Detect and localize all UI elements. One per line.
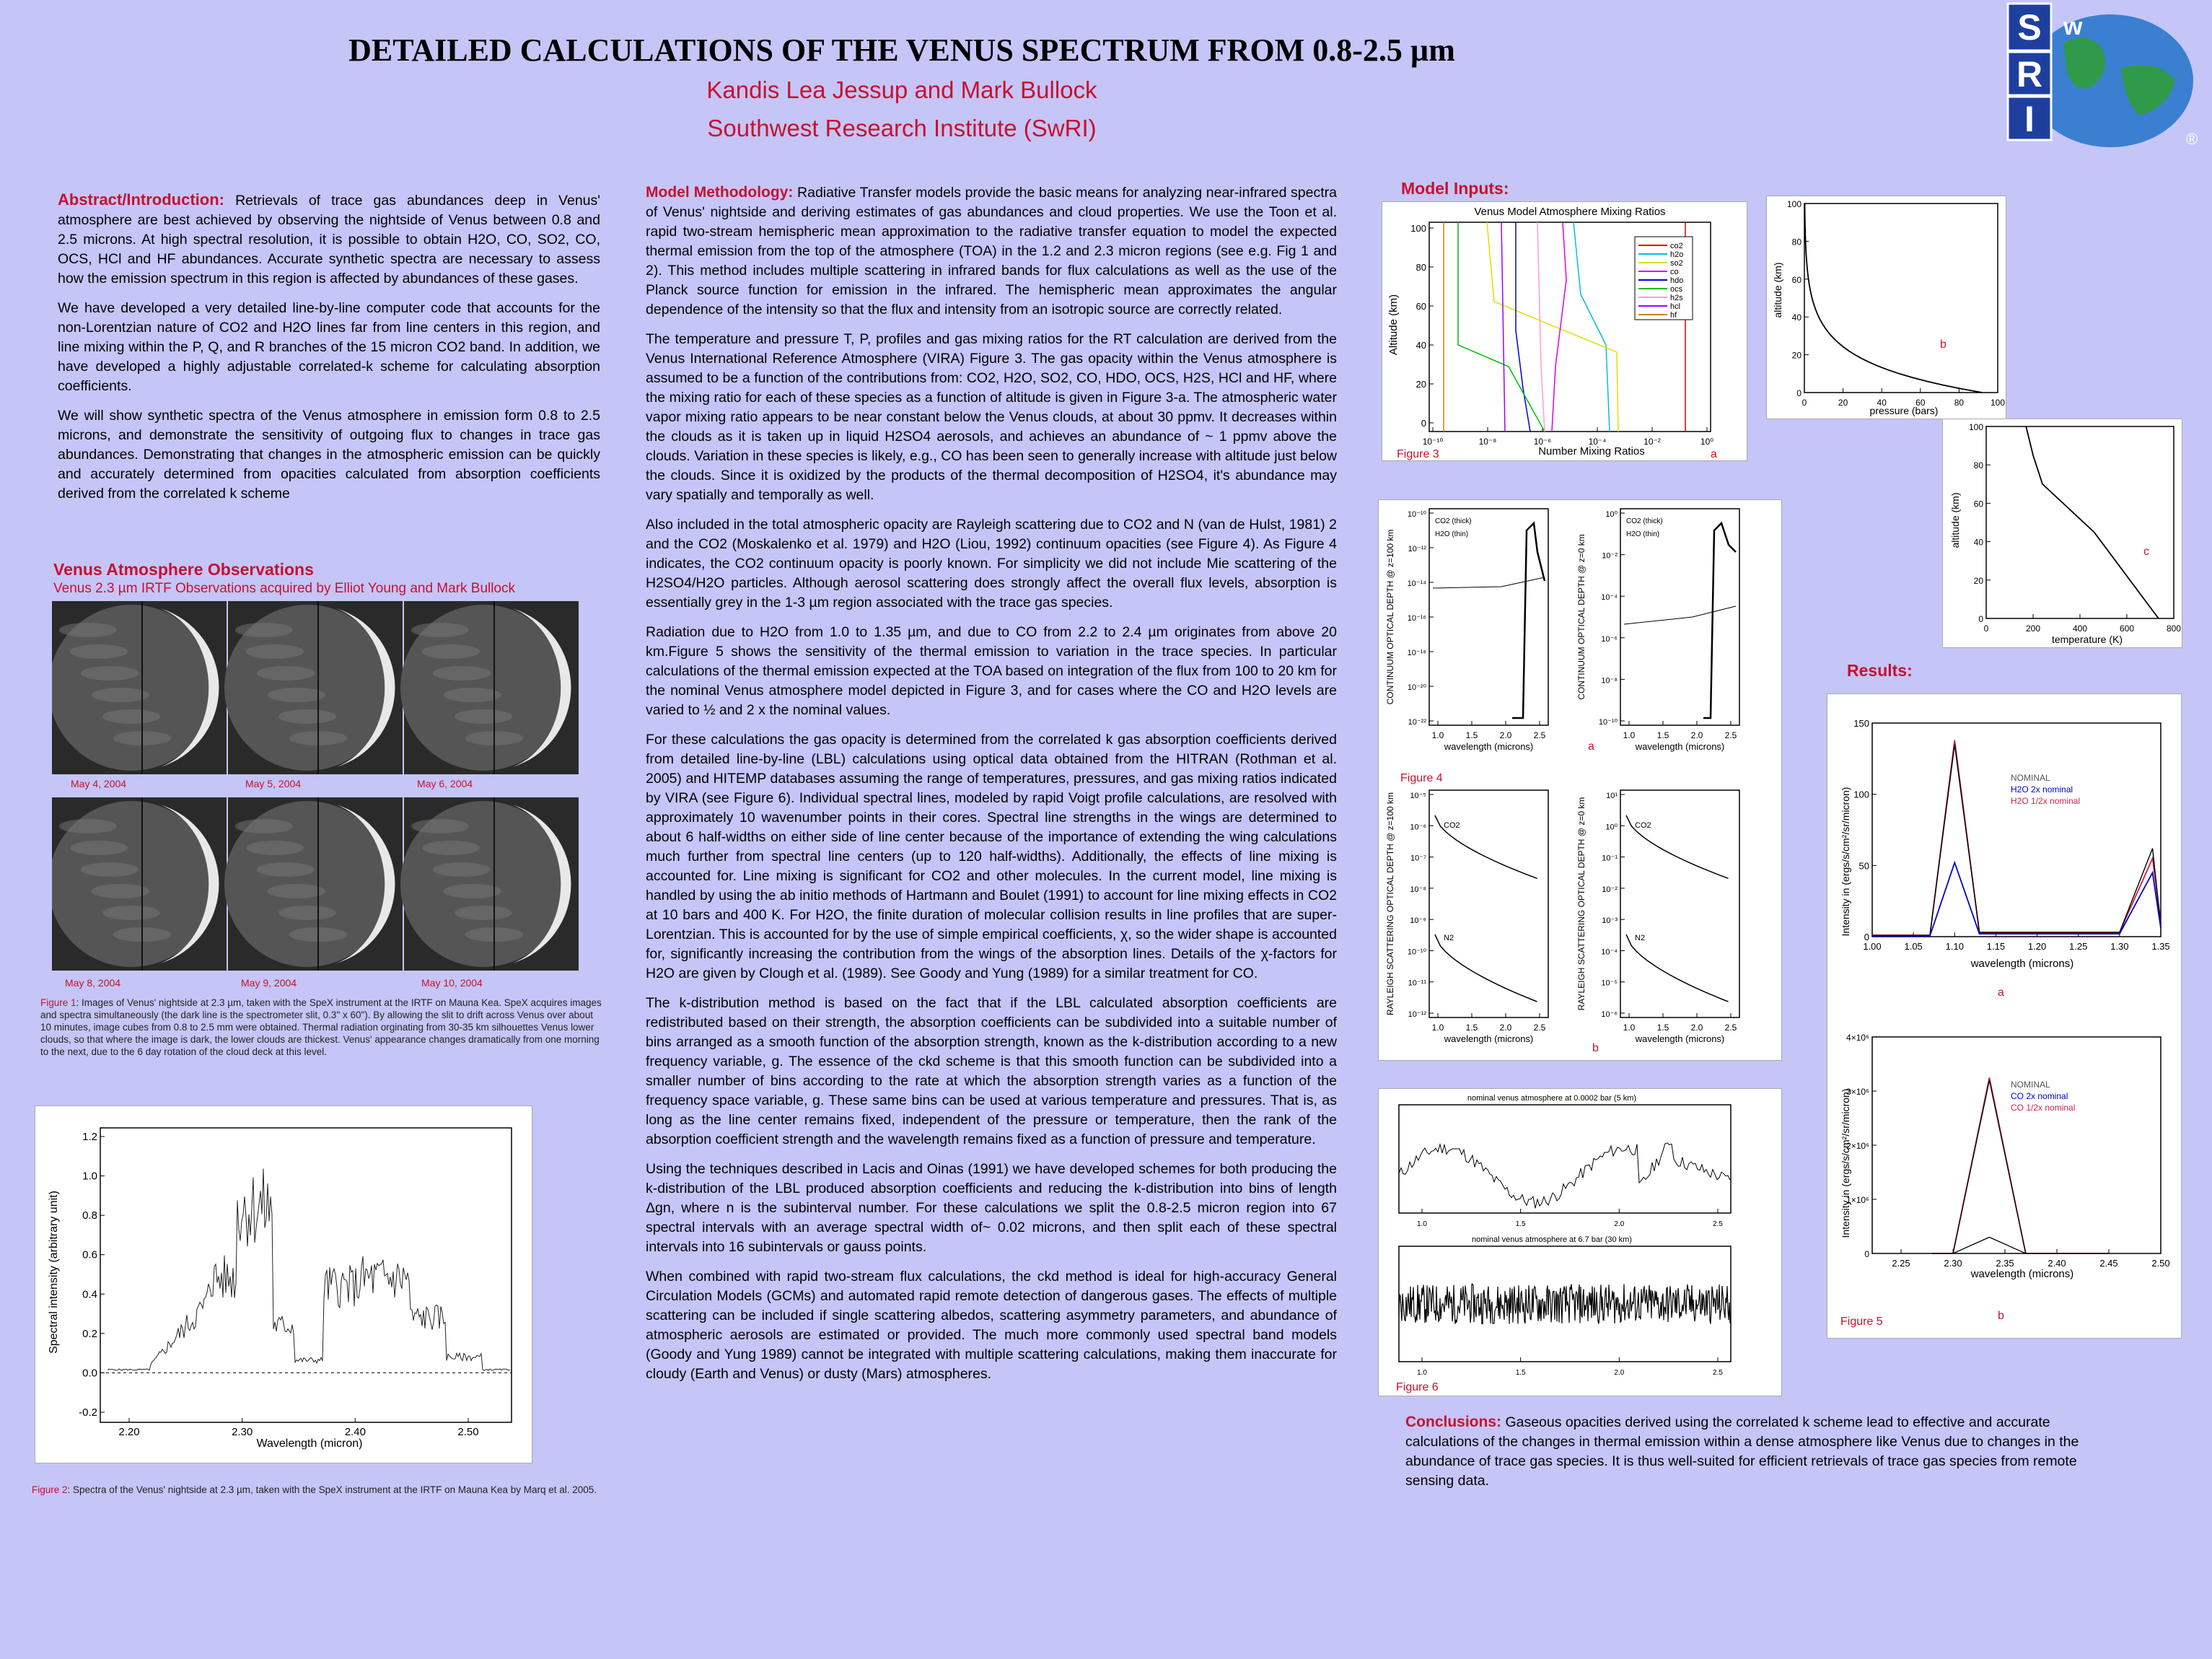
fig2-ytick-label: -0.2 — [79, 1406, 97, 1419]
fig4-letter-b: b — [1592, 1042, 1599, 1054]
fig3a-profile-h2s — [1537, 222, 1545, 432]
fig3c-xtick-label: 400 — [2072, 623, 2088, 634]
legend-entry: ocs — [1670, 285, 1683, 294]
cloud-band — [455, 709, 512, 724]
fig6-xtick-label: 2.0 — [1614, 1369, 1625, 1377]
figure6-plot — [1378, 1088, 1782, 1396]
fig4-xlabel: wavelength (microns) — [1635, 741, 1725, 752]
fig3a-ytick-label: 100 — [1410, 223, 1426, 234]
fig4-ytick-label: 10⁻⁸ — [1601, 676, 1618, 686]
cloud-band — [444, 688, 501, 702]
observations-heading: Venus Atmosphere Observations — [53, 560, 314, 579]
fig3c-xtick-label: 600 — [2119, 623, 2135, 634]
cloud-band — [102, 709, 160, 724]
fig4-ytick-label: 10⁻⁵ — [1601, 979, 1618, 988]
figure3c-plot — [1942, 419, 2182, 648]
fig4-xtick-label: 2.5 — [1533, 1023, 1546, 1033]
fig4-xtick-label: 1.0 — [1623, 730, 1636, 740]
fig4a-co2-curve — [1512, 523, 1545, 718]
fig5a-ylabel: Intensity in (ergs/s/cm²/sr/micron) — [1840, 787, 1851, 937]
legend-entry: h2o — [1670, 250, 1684, 259]
fig5a-half-curve — [1872, 740, 2161, 935]
fig3c-ytick-label: 0 — [1978, 614, 1983, 624]
figure2-label: Figure 2 — [32, 1484, 68, 1495]
cloud-band — [422, 644, 480, 659]
fig3c-ytick-label: 100 — [1968, 422, 1983, 432]
fig5a-ytick-label: 50 — [1858, 860, 1869, 872]
plot-frame — [1804, 203, 1998, 393]
fig5a-legend-entry: H2O 2x nominal — [2011, 784, 2073, 795]
fig4-ytick-label: 10⁻¹² — [1408, 545, 1426, 553]
fig4a-h2o-curve — [1433, 577, 1545, 588]
fig3b-xtick-label: 0 — [1801, 398, 1807, 408]
fig4-ytick-label: 10⁻¹² — [1408, 1010, 1426, 1019]
fig5b-legend-entry: CO 2x nominal — [2011, 1091, 2068, 1101]
date-label: May 4, 2004 — [71, 778, 127, 789]
institute: Southwest Research Institute (SwRI) — [707, 115, 1097, 141]
figure1-caption-text: : Images of Venus' nightside at 2.3 µm, taken with the SpeX instrument at the IRTF on Mauna Kea. SpeX acquires images and spectra simultaneously (the dark line is the spectrometer slit, 0.3" x 60"). By allowing the slit to drift across Venus over about 10 minutes, image cubes from 0.8 to 2.5 mm were obtained. Thermal radiation orginating from 30-35 km silhouettes Venus lower clouds, so that where the image is dark, the lower clouds are thickest. Venus' appearance changes dramatically from one morning to the next, due to the 6 day rotation of the cloud deck at this level. — [40, 997, 602, 1057]
fig5b-xtick-label: 2.30 — [1944, 1258, 1962, 1269]
legend-entry: co2 — [1670, 242, 1683, 250]
fig4-ytick-label: 10⁻⁴ — [1601, 947, 1618, 957]
fig5a-xtick-label: 1.05 — [1904, 941, 1923, 952]
cloud-band — [268, 884, 325, 898]
swri-logo — [1995, 0, 2211, 152]
abstract-heading: Abstract/Introduction: — [58, 191, 224, 209]
fig4-ylabel: RAYLEIGH SCATTERING OPTICAL DEPTH @ z=100 km — [1385, 792, 1395, 1016]
fig5a-legend-entry: H2O 1/2x nominal — [2011, 796, 2081, 806]
fig5a-ytick-label: 150 — [1853, 718, 1869, 729]
cloud-band — [278, 709, 336, 724]
fig3a-xtick-label: 10⁻⁴ — [1588, 437, 1607, 447]
fig4-letter-a: a — [1588, 740, 1594, 753]
figure2-caption — [32, 1484, 602, 1496]
abstract-section — [58, 190, 600, 514]
fig4-ytick-label: 10⁻⁵ — [1410, 792, 1426, 800]
fig6-xtick-label: 2.5 — [1713, 1369, 1723, 1377]
fig5b-xtick-label: 2.50 — [2151, 1258, 2170, 1269]
date-label: May 10, 2004 — [421, 977, 483, 989]
fig3b-ytick-label: 40 — [1791, 312, 1801, 323]
methodology-section — [646, 183, 1337, 1394]
cloud-band — [246, 841, 304, 855]
fig4-legend-h2o: H2O (thin) — [1435, 530, 1469, 538]
fig5b-ytick-label: 3×10⁶ — [1846, 1087, 1869, 1097]
methodology-heading: Model Methodology: — [646, 184, 794, 201]
cloud-band — [70, 841, 128, 855]
fig5a-xlabel: wavelength (microns) — [1970, 958, 2074, 970]
date-label: May 5, 2004 — [245, 778, 302, 789]
cloud-band — [411, 623, 469, 637]
methodology-p7: Using the techniques described in Lacis and Oinas (1991) we have developed schemes for both producing the k-distribution of the LBL produced absorption coefficients and reducing the k-distribution into bins of length Δgn, where n is the subinterval number. For these calculations we split the 0.8-2.5 micron region into 67 spectral intervals with an average spectral width of~ 0.02 microns, and then split each of these spectral intervals into 16 subintervals or gauss points. — [646, 1161, 1337, 1255]
fig4-ytick-label: 10⁰ — [1605, 510, 1618, 519]
fig4-xlabel: wavelength (microns) — [1444, 741, 1534, 752]
fig4-ylabel: CONTINUUM OPTICAL DEPTH @ z=0 km — [1576, 534, 1586, 700]
fig3b-xtick-label: 80 — [1954, 398, 1965, 408]
methodology-p6: The k-distribution method is based on the fact that if the LBL calculated absorption coefficients are redistributed based on their strength, the absorption coefficients can be subdivided into a suitable number of bins arranged as a smooth function of the absorption strength, known as the k-distribution according to a new frequency variable, g. The essence of the ckd scheme is that this smooth function can be subdivided into a smaller number of bins according to the rate at which the absorption strength varies as a function of the frequency space variable, g. These same bins can be used at various temperature and pressures. That is, as long as the line center remains fixed, independent of the pressure or temperature, then the rank of the absorption coefficient strength and the wavelength remains fixed as a function of pressure and temperature. — [646, 995, 1337, 1147]
methodology-p4: Radiation due to H2O from 1.0 to 1.35 µm, and due to CO from 2.2 to 2.4 µm originates from above 20 km.Figure 5 shows the sensitivity of the thermal emission to variation in the trace species. In particular calculations of the thermal emission expected at the TOA based on integration of the flux from 100 to 20 km for the nominal Venus atmosphere model depicted in Figure 3, and for cases where the CO and H2O levels are varied to ½ and 2 x the nominal values. — [646, 624, 1337, 718]
figure1-label: Figure 1 — [40, 997, 76, 1008]
fig6-xtick-label: 1.0 — [1417, 1220, 1427, 1228]
fig3c-letter: c — [2143, 546, 2149, 558]
cloud-band — [444, 884, 501, 898]
fig4-legend-co2: CO2 (thick) — [1435, 517, 1472, 525]
fig3c-curve — [2026, 426, 2159, 618]
cloud-band — [59, 819, 117, 833]
fig4-xtick-label: 2.5 — [1724, 730, 1737, 740]
legend-entry: hf — [1670, 311, 1677, 320]
abstract-p1: Retrievals of trace gas abundances deep in Venus' atmosphere are best achieved by observing the nightside of Venus between 0.8 and 2.5 microns. At high spectral resolution, it is possible to obtain H2O, CO, SO2, CO, OCS, HCl and HF abundances. Accurate synthetic spectra are necessary to assess how the emission spectrum in this region is affected by abundances of these gases. — [58, 193, 600, 286]
inputs-heading: Model Inputs: — [1401, 179, 1509, 198]
results-heading: Results: — [1847, 661, 1913, 680]
fig3a-profile-co — [1552, 222, 1566, 432]
fig4-xtick-label: 2.0 — [1690, 730, 1703, 740]
fig4-ytick-label: 10⁻⁴ — [1601, 593, 1618, 603]
fig3a-xtick-label: 10⁻⁶ — [1533, 437, 1552, 447]
fig4-xtick-label: 1.5 — [1465, 1023, 1478, 1033]
legend-entry: so2 — [1670, 259, 1683, 268]
figure4-plot — [1378, 499, 1782, 1061]
fig4-xtick-label: 2.0 — [1690, 1023, 1703, 1033]
fig4-ytick-label: 10⁻¹⁴ — [1407, 579, 1426, 588]
fig5b-xtick-label: 2.25 — [1892, 1258, 1910, 1269]
fig4-label: Figure 4 — [1400, 772, 1443, 784]
legend-entry: h2s — [1670, 294, 1683, 302]
fig4-ytick-label: 10⁻⁶ — [1410, 823, 1426, 832]
plot-frame — [1429, 509, 1548, 725]
plot-frame — [1986, 426, 2174, 618]
methodology-p2: The temperature and pressure T, P, profiles and gas mixing ratios for the RT calculation are derived from the Venus International Reference Atmosphere (VIRA) Figure 3. The gas opacity within the Venus atmosphere is assumed to be a function of the contributions from: CO2, H2O, SO2, CO, HDO, OCS, H2S, HCl and HF, where the mixing ratio for each of these species as a function of altitude is given in Figure 3-a. The atmospheric water vapor mixing ratio appears to be near constant below the Venus clouds, at about 30 ppmv. It decreases within the clouds as it is taken up in liquid H2SO4 aerosols, and achieves an abundance of ~ 1 ppmv above the clouds. Variation in these species is likely, e.g., CO has been seen to generally increase with altitude just below the clouds. Since it is oxidized by the products of the thermal decomposition of H2SO4, it's abundance may vary spatially and temporally as well. — [646, 331, 1337, 503]
cloud-band — [235, 623, 293, 637]
cloud-band — [433, 862, 491, 877]
venus-images-row2 — [52, 797, 580, 971]
fig5b-xtick-label: 2.45 — [2099, 1258, 2118, 1269]
fig3b-ytick-label: 60 — [1791, 274, 1801, 285]
cloud-band — [257, 862, 315, 877]
fig2-xlabel: Wavelength (micron) — [256, 1437, 363, 1450]
plot-frame — [1872, 723, 2161, 937]
fig4-xtick-label: 1.0 — [1431, 1023, 1444, 1033]
figure2-caption-text: : Spectra of the Venus' nightside at 2.3 µm, taken with the SpeX instrument at the IRTF on Mauna Kea by Marq et al. 2005. — [67, 1484, 597, 1495]
fig4-ylabel: RAYLEIGH SCATTERING OPTICAL DEPTH @ z=0 km — [1576, 797, 1586, 1011]
cloud-band — [92, 688, 149, 702]
fig5a-xtick-label: 1.25 — [2069, 941, 2088, 952]
fig6-spectrum — [1399, 1284, 1730, 1323]
fig4-legend-h2o: H2O (thin) — [1626, 530, 1660, 538]
fig6-xtick-label: 2.0 — [1614, 1220, 1625, 1228]
fig3a-profile-hdo — [1516, 222, 1530, 432]
fig3a-xlabel: Number Mixing Ratios — [1538, 445, 1645, 458]
cloud-band — [246, 644, 304, 659]
fig5b-ytick-label: 2×10⁶ — [1846, 1141, 1869, 1151]
fig6-title-bottom: nominal venus atmosphere at 6.7 bar (30 km) — [1472, 1235, 1632, 1244]
fig4-ytick-label: 10⁻¹⁰ — [1598, 718, 1618, 727]
fig3a-xtick-label: 10⁻¹⁰ — [1422, 437, 1444, 447]
fig4-ytick-label: 10⁻¹⁶ — [1407, 614, 1426, 623]
fig2-xtick-label: 2.30 — [232, 1426, 253, 1438]
fig3b-ytick-label: 0 — [1796, 388, 1801, 398]
fig3a-xtick-label: 10⁻² — [1643, 437, 1661, 447]
fig2-ylabel: Spectral intensity (arbitrary unit) — [48, 1191, 60, 1354]
cloud-band — [102, 906, 160, 920]
fig3c-xtick-label: 0 — [1983, 623, 1989, 634]
fig4-ytick-label: 10⁻²² — [1408, 718, 1426, 727]
fig4-ytick-label: 10⁰ — [1605, 823, 1618, 832]
fig3c-xtick-label: 200 — [2025, 623, 2041, 634]
fig5b-ytick-label: 4×10⁶ — [1846, 1033, 1869, 1043]
fig4-xtick-label: 1.0 — [1431, 730, 1444, 740]
cloud-band — [59, 623, 117, 637]
fig4-xtick-label: 2.0 — [1499, 1023, 1512, 1033]
date-label: May 8, 2004 — [65, 977, 121, 989]
fig3a-profile-hcl — [1501, 222, 1505, 432]
plot-frame — [100, 1128, 512, 1422]
fig3a-ytick-label: 60 — [1416, 301, 1426, 312]
fig5b-xlabel: wavelength (microns) — [1970, 1268, 2074, 1280]
poster-title: DETAILED CALCULATIONS OF THE VENUS SPECTRUM FROM 0.8-2.5 µm — [348, 32, 1455, 68]
fig6-spectrum — [1399, 1143, 1730, 1208]
fig5a-ytick-label: 100 — [1853, 789, 1869, 800]
fig4-ytick-label: 10⁻¹⁰ — [1407, 947, 1426, 957]
fig3a-profile-h2o — [1574, 222, 1610, 432]
fig2-xtick-label: 2.50 — [457, 1426, 479, 1438]
svg-text:I: I — [2024, 99, 2035, 139]
fig3c-ytick-label: 80 — [1973, 460, 1983, 471]
legend-entry: co — [1670, 268, 1679, 276]
fig5b-double-curve — [1932, 1238, 2109, 1254]
fig4-ytick-label: 10⁻⁶ — [1601, 634, 1618, 644]
fig4-ytick-label: 10⁻¹⁰ — [1407, 510, 1426, 519]
fig5a-letter: a — [1998, 986, 2004, 999]
figure5-plot — [1827, 693, 2182, 1339]
cloud-band — [81, 862, 139, 877]
fig6-xtick-label: 1.5 — [1515, 1220, 1526, 1228]
cloud-band — [455, 906, 512, 920]
fig3c-ytick-label: 20 — [1973, 575, 1983, 586]
date-label: May 9, 2004 — [241, 977, 297, 989]
fig5b-ylabel: Intensity in (ergs/s/cm²/sr/micron) — [1840, 1088, 1851, 1238]
fig4b-h2o-curve — [1624, 606, 1736, 624]
fig4-ytick-label: 10⁻¹¹ — [1408, 979, 1426, 988]
plot-frame — [1872, 1037, 2161, 1253]
legend-entry: hdo — [1670, 276, 1684, 285]
fig4-ytick-label: 10⁻⁶ — [1601, 1010, 1618, 1019]
fig5b-xtick-label: 2.35 — [1996, 1258, 2014, 1269]
fig4-xtick-label: 2.5 — [1724, 1023, 1737, 1033]
fig5a-legend-entry: NOMINAL — [2011, 773, 2050, 783]
fig4-rayleigh-n2-curve — [1626, 934, 1729, 1002]
figure1-caption — [40, 997, 603, 1058]
fig4-n2-label: N2 — [1444, 934, 1454, 942]
fig3c-ylabel: altitude (km) — [1949, 492, 1961, 548]
methodology-p1: Radiative Transfer models provide the basic means for analyzing near-infrared spectra of Venus' nightside and deriving estimates of gas abundances and cloud properties. We use the Toon et al. rapid two-stream hemispheric mean approximation to the radiative transfer equation to model the expected thermal emission from the top of the atmosphere (TOA) in the 1.2 and 2.3 micron regions (see e.g. Fig 1 and 2). This method includes multiple scattering in infrared bands for flux calculations as well as the use of the Planck source function for emission in the infrared. The hemispheric mean approximates the angular dependence of the intensity so that the flux and intensity from an isotropic source are correctly related. — [646, 185, 1338, 318]
cloud-band — [411, 819, 469, 833]
fig4-co2-label: CO2 — [1635, 821, 1651, 830]
fig4-ylabel: CONTINUUM OPTICAL DEPTH @ z=100 km — [1385, 529, 1395, 705]
plot-frame — [1399, 1105, 1731, 1213]
fig2-ytick-label: 1.2 — [82, 1131, 97, 1143]
methodology-p3: Also included in the total atmospheric opacity are Rayleigh scattering due to CO2 and N (van de Hulst, 1981) 2 and the CO2 (Moskalenko et al. 1979) and H2O (Liou, 1992) continuum opacities (see Figure 4). As Figure 4 indicates, the CO2 continuum opacity is poorly known. For simplicity we did not include Mie scattering of the H2SO4/H2O particles. Although aerosol scattering does strongly affect the overall flux levels, absorption is essentially grey in the 1-3 µm region associated with the trace gas species. — [646, 517, 1337, 610]
conclusions-heading: Conclusions: — [1405, 1414, 1502, 1430]
fig2-xtick-label: 2.40 — [344, 1426, 366, 1438]
fig3-label: Figure 3 — [1397, 448, 1439, 460]
methodology-p5: For these calculations the gas opacity is determined from the correlated k gas absorption coefficients derived from detailed line-by-line (LBL) calculations using optical data obtained from the HITRAN (Rothman et al. 2005) and HITEMP databases assuming the range of temperatures, pressures, and gas mixing ratios indicated by VIRA (see Figure 6). Individual spectral lines, modeled by rapid Voigt profile calculations, are resolved with approximately 10 wavenumber points in their cores. Spectral line strengths in the wings are determined to about 6 half-widths on either side of line center because of the importance of extending the wing calculations much further from spectral line centers (up to 120 half-widths). Additionally, the effects of line mixing is accounted for. Line mixing is significant for CO2 and other molecules. In the current model, line mixing is handled by using the ab initio methods of Hartmann and Boulet (1991) to account for line mixing effects in CO2 at 10 bars and 400 K. For H2O, the finite duration of molecular collision results in line profiles that are super-Lorentzian. This is accounted for by the use of simple empirical coefficients, χ, so the wider shape is accounted for, significantly increasing the contribution from the wings of the absorption lines. Details of the χ-factors for H2O are given by Clough et al. (1989). See Goody and Yung (1989) for a similar treatment for CO. — [646, 732, 1337, 981]
plot-frame — [1620, 509, 1739, 725]
svg-text:S: S — [2017, 7, 2042, 48]
fig2-ytick-label: 0.8 — [82, 1209, 97, 1222]
fig4-ytick-label: 10⁻² — [1602, 885, 1618, 894]
fig3b-ylabel: altitude (km) — [1772, 262, 1783, 318]
fig3a-title: Venus Model Atmosphere Mixing Ratios — [1474, 206, 1666, 218]
fig3a-ytick-label: 0 — [1421, 418, 1426, 429]
fig4-xtick-label: 1.5 — [1656, 730, 1669, 740]
fig6-label: Figure 6 — [1396, 1381, 1439, 1393]
fig5a-xtick-label: 1.30 — [2110, 941, 2129, 952]
fig2-xtick-label: 2.20 — [118, 1426, 140, 1438]
fig2-ytick-label: 0.0 — [82, 1367, 97, 1380]
cloud-band — [92, 884, 149, 898]
fig3b-ytick-label: 100 — [1786, 199, 1801, 209]
fig3b-xlabel: pressure (bars) — [1869, 405, 1939, 416]
fig3a-ytick-label: 40 — [1416, 340, 1426, 351]
fig5b-letter: b — [1998, 1310, 2004, 1322]
fig3b-xtick-label: 100 — [1990, 398, 2006, 408]
legend-entry: hcl — [1670, 302, 1681, 311]
fig3b-letter: b — [1940, 338, 1947, 351]
fig5b-xtick-label: 2.40 — [2048, 1258, 2066, 1269]
fig5b-legend-entry: CO 1/2x nominal — [2011, 1103, 2076, 1113]
fig4-xtick-label: 1.0 — [1623, 1023, 1636, 1033]
fig6-xtick-label: 1.5 — [1515, 1369, 1526, 1377]
fig4-ytick-label: 10⁻³ — [1602, 916, 1618, 926]
fig2-ytick-label: 0.6 — [82, 1248, 97, 1261]
fig3a-legend — [1635, 237, 1693, 320]
fig3a-ytick-label: 80 — [1416, 262, 1426, 273]
cloud-band — [257, 666, 315, 680]
fig3b-xtick-label: 40 — [1877, 398, 1887, 408]
fig3c-xtick-label: 800 — [2166, 623, 2182, 634]
fig2-ytick-label: 1.0 — [82, 1170, 97, 1183]
cloud-band — [433, 666, 491, 680]
fig4-xtick-label: 1.5 — [1656, 1023, 1669, 1033]
figure3b-plot — [1766, 196, 2006, 419]
fig3c-ytick-label: 40 — [1973, 537, 1983, 548]
fig2-ytick-label: 0.2 — [82, 1327, 97, 1340]
figure3a-plot — [1382, 201, 1747, 461]
fig6-xtick-label: 1.0 — [1417, 1369, 1427, 1377]
fig4-ytick-label: 10⁻²⁰ — [1407, 683, 1426, 692]
fig4-rayleigh-n2-curve — [1435, 934, 1537, 1002]
fig4-ytick-label: 10⁻⁸ — [1410, 885, 1426, 894]
fig4-ytick-label: 10⁻¹⁸ — [1407, 649, 1426, 657]
fig4-n2-label: N2 — [1635, 934, 1646, 942]
fig4-xtick-label: 2.5 — [1533, 730, 1546, 740]
fig6-title-top: nominal venus atmosphere at 0.0002 bar (5 km) — [1467, 1094, 1637, 1103]
fig5a-xtick-label: 1.35 — [2151, 941, 2170, 952]
fig4-ytick-label: 10⁻⁹ — [1410, 916, 1426, 926]
fig3b-curve — [1804, 203, 1982, 393]
observations-subheading: Venus 2.3 µm IRTF Observations acquired by Elliot Young and Mark Bullock — [53, 581, 516, 596]
fig2-ytick-label: 0.4 — [82, 1288, 97, 1301]
fig5a-double-curve — [1872, 862, 2161, 936]
fig4-ytick-label: 10⁻² — [1602, 551, 1618, 561]
fig4-ytick-label: 10⁻⁷ — [1410, 854, 1426, 863]
fig4-xtick-label: 2.0 — [1499, 730, 1512, 740]
fig3b-xtick-label: 60 — [1915, 398, 1926, 408]
venus-images-row1 — [52, 601, 580, 774]
cloud-band — [278, 906, 336, 920]
cloud-band — [422, 841, 480, 855]
cloud-band — [70, 644, 128, 659]
svg-text:w: w — [2063, 13, 2083, 40]
date-label: May 6, 2004 — [417, 778, 473, 789]
fig5a-ytick-label: 0 — [1864, 932, 1869, 942]
fig3a-profile-so2 — [1487, 222, 1618, 432]
fig4-co2-label: CO2 — [1444, 821, 1460, 830]
methodology-p8: When combined with rapid two-stream flux calculations, the ckd method is ideal for high-accuracy General Circulation Models (GCMs) and automated rapid remote detection of dangerous gases. The effects of multiple scattering can be included if single scattering albedos, scattering asymmetry parameters, and abundance of atmospheric aerosols are estimated or provided. The much more commonly used spectral band models (Goody and Yung 1989) cannot be integrated with multiple scattering calculations, making them inaccurate for cloudy (Earth and Venus) or dusty (Mars) atmospheres. — [646, 1269, 1337, 1382]
fig5a-xtick-label: 1.00 — [1863, 941, 1882, 952]
fig3a-ylabel: Altitude (km) — [1387, 294, 1400, 356]
fig3a-letter: a — [1711, 448, 1717, 460]
fig3c-ytick-label: 60 — [1973, 499, 1983, 509]
registered-mark: ® — [2186, 130, 2198, 148]
conclusions-text: Gaseous opacities derived using the correlated k scheme lead to effective and accurate calculations of the changes in thermal emission within a dense atmosphere like Venus due to changes in the abundance of trace gas species. It is thus well-suited for efficient retrievals of trace gas species from remote sensing data. — [1405, 1414, 2079, 1489]
fig5a-xtick-label: 1.15 — [1986, 941, 2006, 952]
fig5b-ytick-label: 1×10⁶ — [1846, 1195, 1869, 1205]
fig4-xlabel: wavelength (microns) — [1444, 1033, 1534, 1044]
fig3a-xtick-label: 10⁰ — [1700, 437, 1714, 447]
cloud-band — [235, 819, 293, 833]
cloud-band — [268, 688, 325, 702]
fig2-spectrum — [107, 1168, 510, 1370]
fig5b-ytick-label: 0 — [1864, 1249, 1869, 1259]
cloud-band — [81, 666, 139, 680]
fig4-xlabel: wavelength (microns) — [1635, 1033, 1725, 1044]
fig4-ytick-label: 10¹ — [1606, 792, 1618, 800]
fig3a-ytick-label: 20 — [1416, 379, 1426, 390]
fig4b-co2-curve — [1703, 523, 1736, 718]
figure2-plot — [35, 1106, 532, 1463]
abstract-p3: We will show synthetic spectra of the Venus atmosphere in emission form 0.8 to 2.5 microns, and demonstrate the sensitivity of outgoing flux to changes in trace gas abundances. Demonstrating that changes in the atmospheric emission can be quickly and accurately determined from opacities calculated from absorption coefficients derived from the correlated k scheme — [58, 408, 600, 502]
fig4-legend-co2: CO2 (thick) — [1626, 517, 1663, 525]
fig3b-ytick-label: 80 — [1791, 237, 1801, 248]
fig6-xtick-label: 2.5 — [1713, 1220, 1723, 1228]
svg-text:R: R — [2016, 54, 2043, 95]
fig3c-xlabel: temperature (K) — [2051, 634, 2123, 645]
fig5a-xtick-label: 1.20 — [2027, 941, 2047, 952]
abstract-p2: We have developed a very detailed line-by-line computer code that accounts for the non-Lorentzian nature of CO2 and H2O lines far from line centers in this region, and line mixing within the P, Q, and R branches of the 15 micron CO2 band. In addition, we have developed a highly adjustable correlated-k scheme for calculating absorption coefficients. — [58, 300, 600, 394]
fig5a-xtick-label: 1.10 — [1945, 941, 1964, 952]
authors: Kandis Lea Jessup and Mark Bullock — [706, 76, 1097, 103]
fig3b-ytick-label: 20 — [1791, 350, 1801, 361]
fig5b-legend-entry: NOMINAL — [2011, 1080, 2050, 1090]
fig5-label: Figure 5 — [1840, 1316, 1883, 1328]
fig3a-xtick-label: 10⁻⁸ — [1478, 437, 1497, 447]
fig4-xtick-label: 1.5 — [1465, 730, 1478, 740]
fig3b-xtick-label: 20 — [1838, 398, 1848, 408]
fig4-ytick-label: 10⁻¹ — [1602, 854, 1618, 863]
conclusions-section — [1405, 1412, 2105, 1491]
